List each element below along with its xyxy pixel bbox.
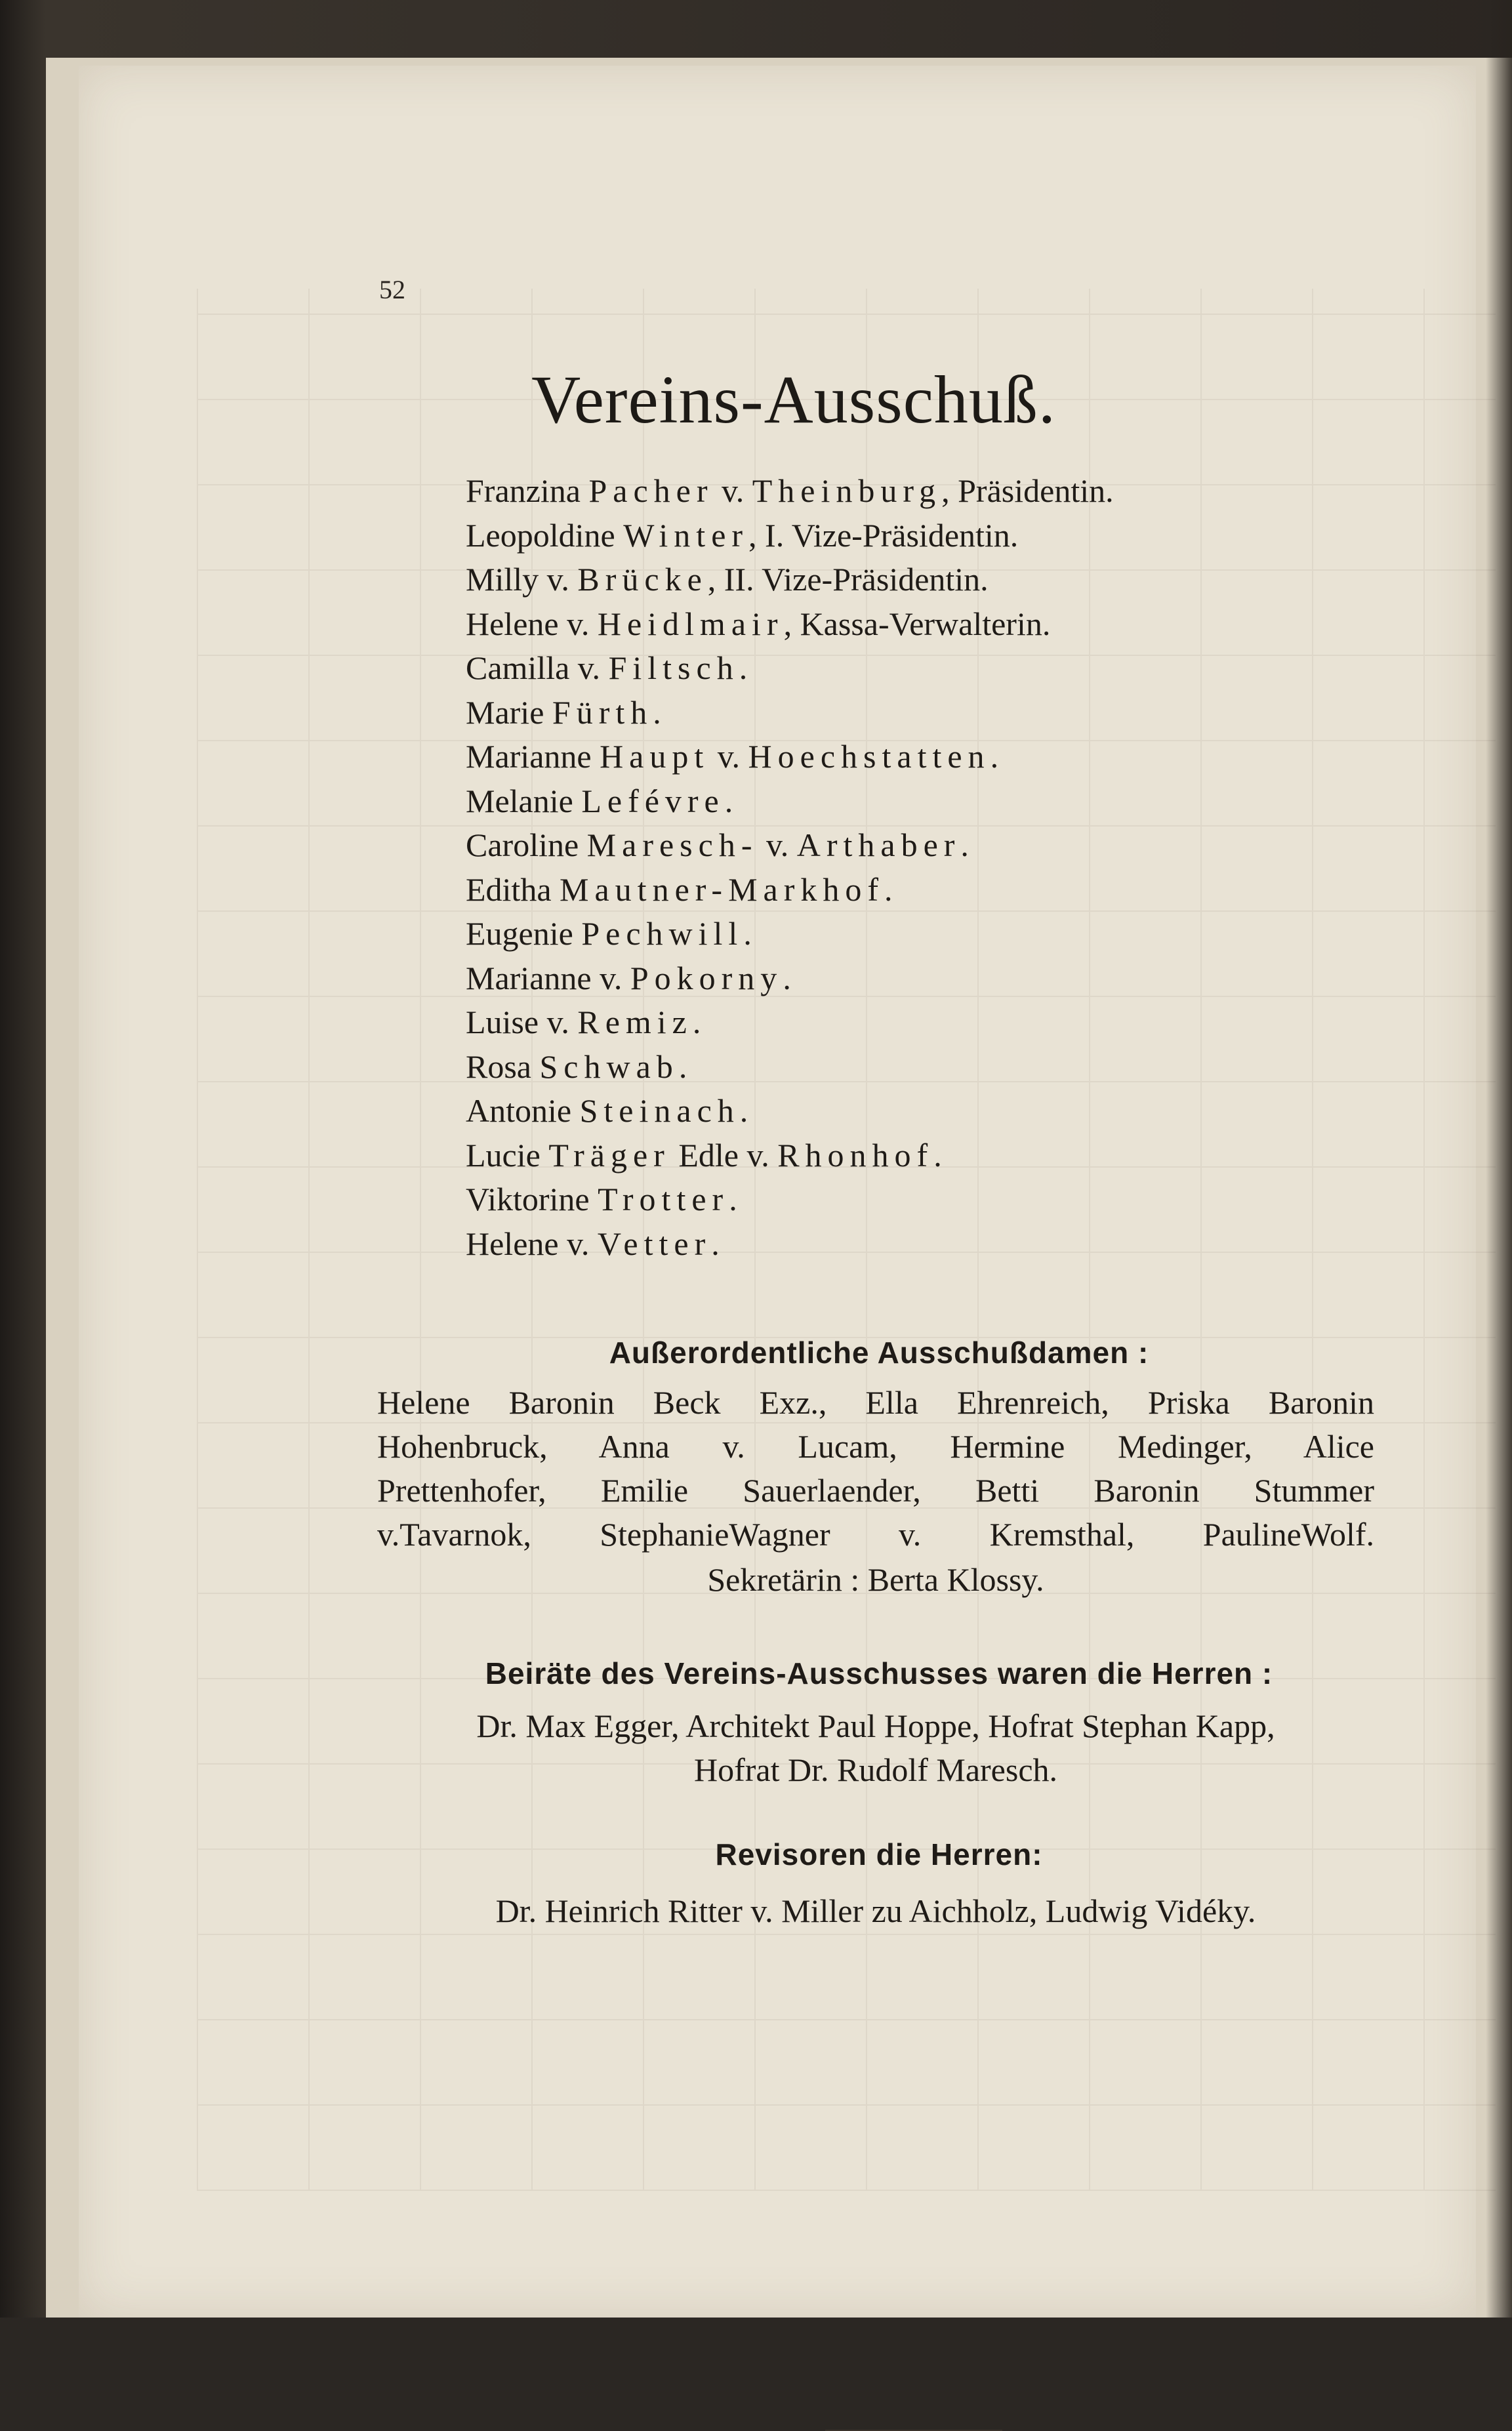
member-name2: Rhonhof — [777, 1136, 934, 1174]
member-name: Trotter — [598, 1181, 729, 1217]
member-name2: Arthaber — [796, 827, 961, 863]
member-mid: v. — [709, 738, 748, 775]
member-first: Eugenie — [466, 915, 582, 952]
committee-member — [466, 558, 1351, 602]
extraordinary-line: Prettenhofer, Emilie Sauerlaender, Betti Baronin Stummer — [377, 1472, 1374, 1509]
committee-member — [466, 646, 1351, 691]
extraordinary-members — [377, 1381, 1374, 1557]
member-first: Camilla v. — [466, 649, 609, 686]
advisors-heading: Beiräte des Vereins-Ausschusses waren die Herren : — [485, 1656, 1273, 1690]
member-first: Lucie — [466, 1136, 549, 1174]
committee-member — [466, 956, 1351, 1001]
member-name: Brücke — [577, 561, 708, 598]
committee-member — [466, 1134, 1351, 1178]
member-name: Heidlmair — [597, 605, 784, 642]
member-role: . — [711, 1225, 720, 1262]
member-role: . — [743, 915, 752, 952]
member-first: Melanie — [466, 782, 582, 819]
committee-member — [466, 602, 1351, 647]
member-role: . — [678, 1048, 687, 1085]
advisor-line: Dr. Max Egger, Architekt Paul Hoppe, Hofrat Stephan Kapp, — [476, 1707, 1275, 1744]
member-role: . — [724, 782, 733, 819]
member-role: . — [960, 827, 969, 863]
member-role: . — [739, 1092, 748, 1129]
member-name: Steinach — [579, 1092, 740, 1129]
member-name: Haupt — [600, 738, 710, 775]
member-name: Vetter — [597, 1225, 712, 1262]
secretary-text: Sekretärin : Berta Klossy. — [707, 1561, 1044, 1598]
committee-member — [466, 691, 1351, 735]
committee-member — [466, 469, 1351, 514]
member-name: Maresch- — [586, 827, 758, 863]
member-mid: Edle v. — [670, 1136, 778, 1174]
member-role: , I. Vize-Präsidentin. — [748, 516, 1019, 554]
member-name: Lefévre — [581, 782, 725, 819]
member-name: Winter — [623, 516, 749, 554]
member-role: . — [692, 1004, 701, 1040]
committee-member — [466, 1177, 1351, 1222]
member-role: . — [933, 1136, 942, 1174]
page-number: 52 — [379, 275, 405, 304]
member-role: , Präsidentin. — [941, 472, 1114, 509]
member-first: Helene v. — [466, 605, 598, 642]
member-name2: Hoechstatten — [748, 738, 991, 775]
committee-member — [466, 779, 1351, 824]
auditors-text: Dr. Heinrich Ritter v. Miller zu Aichholz, Ludwig Vidéky. — [495, 1892, 1256, 1929]
committee-member — [466, 868, 1351, 912]
committee-member — [466, 735, 1351, 779]
member-name: Filtsch — [608, 649, 739, 686]
extraordinary-heading: Außerordentliche Ausschußdamen : — [609, 1336, 1149, 1370]
member-name: Pacher — [588, 472, 714, 509]
member-role: . — [729, 1181, 737, 1217]
member-first: Milly v. — [466, 561, 578, 598]
committee-member — [466, 823, 1351, 868]
extraordinary-line: Hohenbruck, Anna v. Lucam, Hermine Medinger, Alice — [377, 1428, 1374, 1465]
member-first: Luise v. — [466, 1004, 578, 1040]
member-first: Antonie — [466, 1092, 580, 1129]
committee-member — [466, 1000, 1351, 1045]
member-name2: Theinburg — [752, 472, 942, 509]
member-first: Marianne v. — [466, 959, 630, 996]
member-role: . — [739, 649, 748, 686]
member-name: Remiz — [577, 1004, 693, 1040]
member-first: Leopoldine — [466, 516, 624, 554]
member-name: Mautner-Markhof — [560, 870, 885, 908]
auditors-heading: Revisoren die Herren: — [715, 1837, 1043, 1871]
member-role: . — [653, 693, 661, 731]
member-mid: v. — [758, 827, 797, 863]
member-first: Viktorine — [466, 1181, 598, 1217]
member-first: Caroline — [466, 827, 587, 863]
committee-member — [466, 514, 1351, 558]
member-name: Fürth — [552, 693, 653, 731]
committee-member-list — [466, 469, 1351, 1266]
extraordinary-line: Helene Baronin Beck Exz., Ella Ehrenreich, Priska Baronin — [377, 1384, 1374, 1421]
member-name: Schwab — [539, 1048, 679, 1085]
advisor-line: Hofrat Dr. Rudolf Maresch. — [693, 1751, 1058, 1788]
member-first: Editha — [466, 870, 560, 908]
member-role: . — [990, 738, 999, 775]
member-name: Pokorny — [630, 959, 783, 996]
committee-member — [466, 912, 1351, 956]
member-first: Helene v. — [466, 1225, 598, 1262]
committee-member — [466, 1222, 1351, 1267]
extraordinary-line: v.Tavarnok, StephanieWagner v. Kremsthal, PaulineWolf. — [377, 1516, 1374, 1553]
member-mid: v. — [713, 472, 752, 509]
member-role: , Kassa-Verwalterin. — [783, 605, 1051, 642]
member-name: Träger — [548, 1136, 670, 1174]
member-role: , II. Vize-Präsidentin. — [707, 561, 989, 598]
advisors-list — [377, 1704, 1374, 1792]
page-title: Vereins-Ausschuß. — [531, 362, 1056, 438]
member-first: Franzina — [466, 472, 589, 509]
member-first: Rosa — [466, 1048, 540, 1085]
secretary-line — [377, 1558, 1374, 1602]
committee-member — [466, 1089, 1351, 1134]
member-role: . — [884, 870, 893, 908]
member-role: . — [783, 959, 791, 996]
committee-member — [466, 1045, 1351, 1090]
member-first: Marianne — [466, 738, 600, 775]
member-name: Pechwill — [581, 915, 744, 952]
binding-shadow — [1486, 0, 1512, 2318]
auditors-list — [377, 1889, 1374, 1933]
member-first: Marie — [466, 693, 552, 731]
